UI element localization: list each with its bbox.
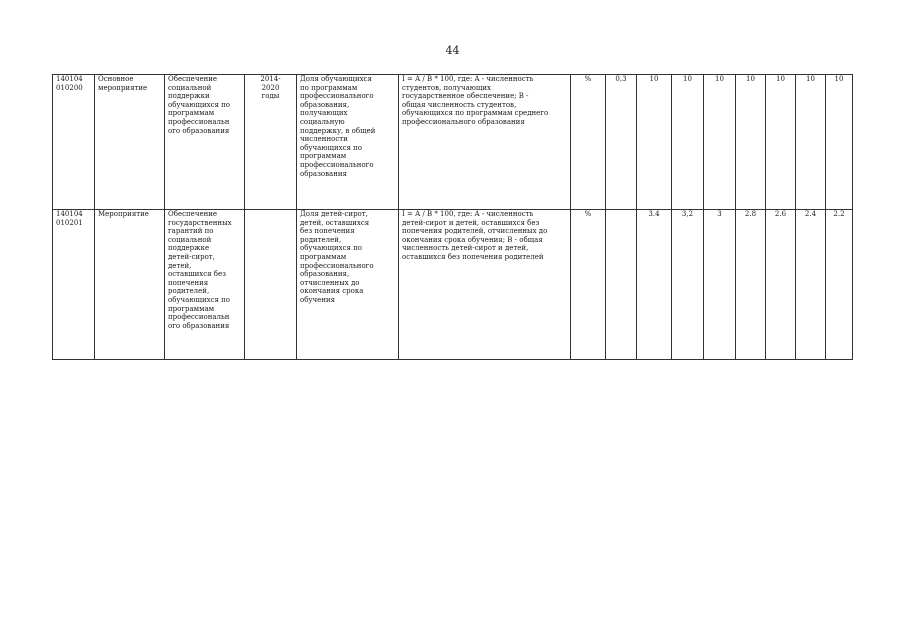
value-cell: 10 bbox=[826, 75, 853, 210]
formula-cell: I = A / B * 100, где: A - численность студентов, получающих государственное обеспечение; B - общая численность студентов, обучающихся по программам среднего профессионального образования bbox=[399, 75, 571, 210]
unit-cell: % bbox=[571, 75, 606, 210]
value-cell: 3 bbox=[704, 210, 736, 360]
value-cell: 3,2 bbox=[672, 210, 704, 360]
value-cell: 2.2 bbox=[826, 210, 853, 360]
value-cell: 10 bbox=[672, 75, 704, 210]
table-row bbox=[53, 75, 853, 210]
value-cell: 10 bbox=[766, 75, 796, 210]
type-cell: Мероприятие bbox=[95, 210, 165, 360]
program-table bbox=[52, 74, 853, 360]
code-cell: 140104 010200 bbox=[53, 75, 95, 210]
page-number: 44 bbox=[445, 44, 460, 57]
formula-cell: I = A / B * 100, где: A - численность детей-сирот и детей, оставшихся без попечения родителей, отчисленных до окончания срока обучения; B - общая численность детей-сирот и детей, оставшихся без попечения родителей bbox=[399, 210, 571, 360]
indicator-cell: Доля обучающихся по программам профессионального образования, получающих социальную поддержку, в общей численности обучающихся по программам профессионального образования bbox=[297, 75, 399, 210]
unit-cell: % bbox=[571, 210, 606, 360]
value-cell: 3.4 bbox=[637, 210, 672, 360]
period-cell: 2014- 2020 годы bbox=[245, 75, 297, 210]
value-cell: 2.8 bbox=[736, 210, 766, 360]
value-cell: 2.4 bbox=[796, 210, 826, 360]
value-cell: 0,3 bbox=[606, 75, 637, 210]
value-cell: 10 bbox=[796, 75, 826, 210]
value-cell: 10 bbox=[637, 75, 672, 210]
value-cell: 10 bbox=[704, 75, 736, 210]
value-cell: 2.6 bbox=[766, 210, 796, 360]
period-cell bbox=[245, 210, 297, 360]
value-cell: 10 bbox=[736, 75, 766, 210]
indicator-cell: Доля детей-сирот, детей, оставшихся без попечения родителей, обучающихся по программам профессионального образования, отчисленных до окончания срока обучения bbox=[297, 210, 399, 360]
type-cell: Основное мероприятие bbox=[95, 75, 165, 210]
table-body bbox=[53, 75, 853, 360]
code-cell: 140104 010201 bbox=[53, 210, 95, 360]
name-cell: Обеспечение социальной поддержки обучающихся по программам профессиональн ого образования bbox=[165, 75, 245, 210]
value-cell bbox=[606, 210, 637, 360]
name-cell: Обеспечение государственных гарантий по социальной поддержке детей-сирот, детей, оставшихся без попечения родителей, обучающихся по программам профессиональн ого образования bbox=[165, 210, 245, 360]
table-row bbox=[53, 210, 853, 360]
